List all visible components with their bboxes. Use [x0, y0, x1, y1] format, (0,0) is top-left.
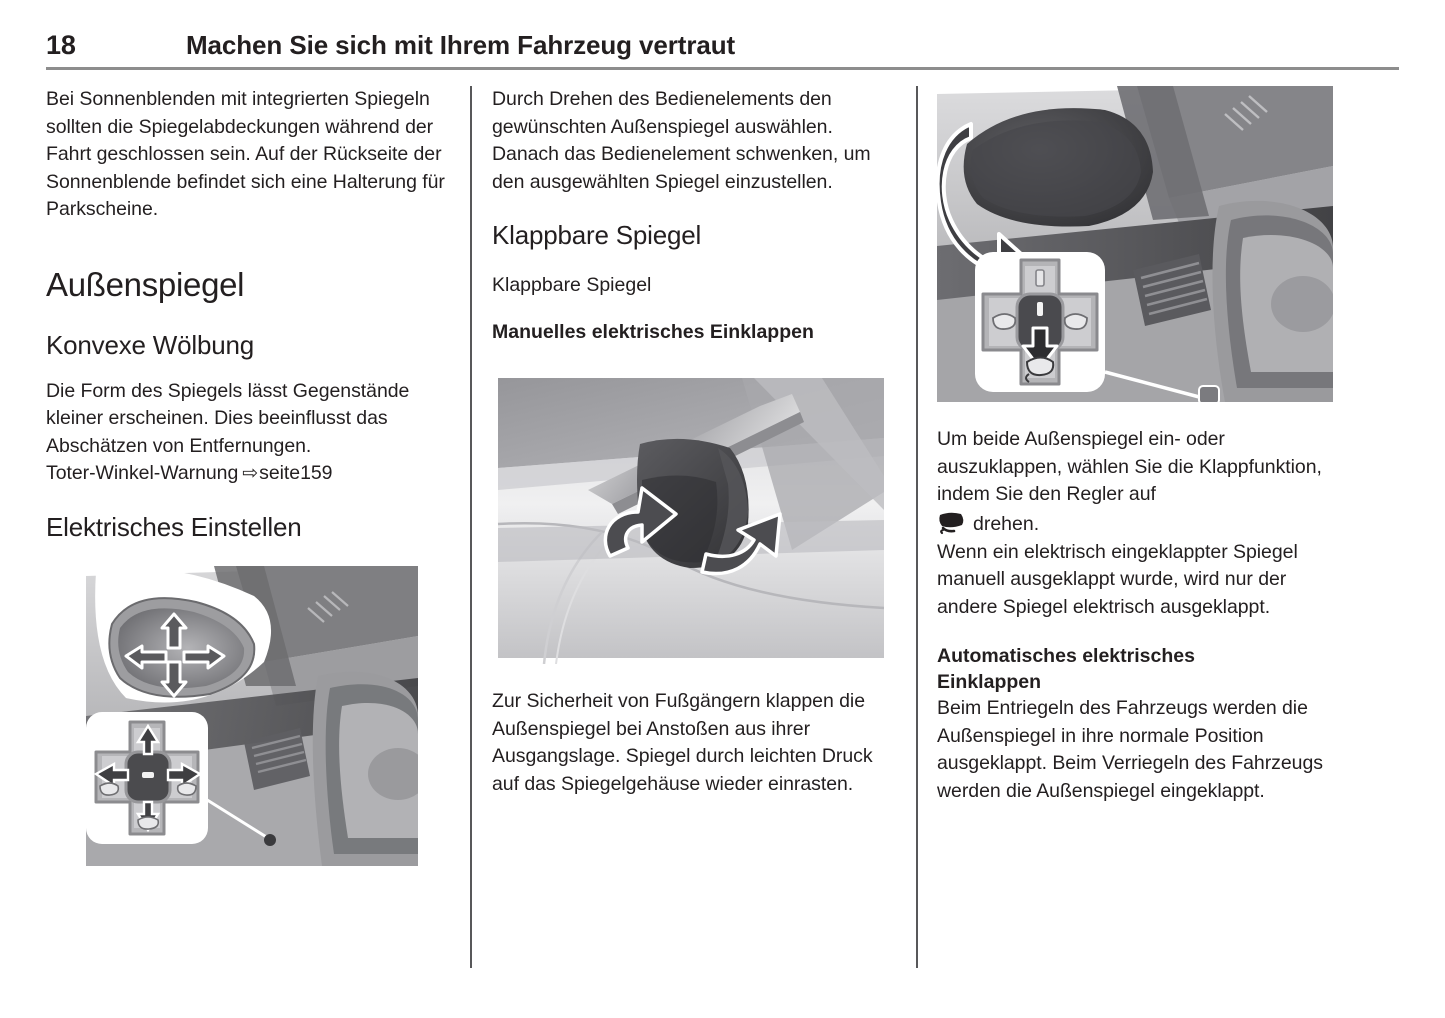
column-1	[46, 86, 452, 866]
column-divider-2	[916, 86, 918, 968]
header-divider	[46, 67, 1399, 70]
page-header	[46, 28, 1399, 70]
sunvisor-paragraph: Bei Sonnenblenden mit integrierten Spiegeln sollten die Spiegelabdeckungen während der Fahrt geschlossen sein. Auf der Rückseite der Sonnenblende befindet sich eine Halterung für Parkscheine.	[46, 88, 445, 220]
spacer	[46, 362, 452, 378]
page-number: 18	[46, 30, 76, 60]
spacer	[492, 664, 896, 688]
auto-heading-line-1: Automatisches elektrisches	[937, 645, 1195, 667]
spacer	[937, 402, 1343, 426]
figure-manual-fold	[492, 372, 890, 664]
section-heading-aussenspiegel: Außenspiegel	[46, 265, 245, 303]
cross-reference-arrow-icon: ⇨	[242, 463, 259, 484]
select-mirror-paragraph: Durch Drehen des Bedienelements den gewünschten Außenspiegel auswählen. Danach das Bedienelement schwenken, um den ausgewählten Spiegel einzustellen.	[492, 88, 871, 193]
column-divider-1	[470, 86, 472, 968]
page-title: Machen Sie sich mit Ihrem Fahrzeug vertraut	[186, 30, 736, 60]
section-heading-klappbare-spiegel: Klappbare Spiegel	[492, 220, 702, 250]
sub-heading-manuelles-einklappen: Manuelles elektrisches Einklappen	[492, 321, 814, 343]
fold-instruction-paragraph-part3: Wenn ein elektrisch eingeklappter Spiegel manuell ausgeklappt wurde, wird nur der andere Spiegel elektrisch ausgeklappt.	[937, 540, 1298, 618]
fold-instruction-paragraph-part1: Um beide Außenspiegel ein- oder auszuklappen, wählen Sie die Klappfunktion, indem Sie den Regler auf	[937, 428, 1322, 505]
figure-electric-fold	[937, 86, 1333, 402]
cross-reference-line	[46, 460, 452, 488]
fold-instruction-paragraph-part2: drehen.	[973, 512, 1040, 535]
mirror-adjust-illustration	[86, 566, 418, 866]
manual-fold-illustration	[492, 372, 890, 664]
sub-heading-automatisches-einklappen	[937, 643, 1343, 695]
column-2	[492, 86, 896, 798]
auto-heading-line-2: Einklappen	[937, 671, 1042, 693]
cross-reference-target[interactable]: seite159	[259, 462, 333, 484]
figure-mirror-adjust	[86, 566, 418, 866]
column-3	[937, 86, 1343, 805]
fold-icon-row	[937, 509, 1343, 539]
electric-fold-illustration	[937, 86, 1333, 402]
sub-heading-konvexe-woelbung: Konvexe Wölbung	[46, 329, 255, 360]
mirror-fold-icon	[937, 511, 967, 535]
pedestrian-safety-paragraph: Zur Sicherheit von Fußgängern klappen die Außenspiegel bei Anstoßen aus ihrer Ausgangslage. Spiegel durch leichten Druck auf das Spiegelgehäuse wieder einrasten.	[492, 690, 873, 795]
cross-reference-label: Toter-Winkel-Warnung	[46, 462, 239, 484]
convex-paragraph: Die Form des Spiegels lässt Gegenstände kleiner erscheinen. Dies beeinflusst das Abschätzen von Entfernungen.	[46, 379, 410, 457]
sub-heading-elektrisches-einstellen: Elektrisches Einstellen	[46, 511, 302, 542]
auto-fold-paragraph: Beim Entriegeln des Fahrzeugs werden die Außenspiegel in ihre normale Position ausgeklappt. Beim Verriegeln des Fahrzeugs werden die Außenspiegel eingeklappt.	[937, 697, 1323, 802]
sub-heading-klappbare-spiegel: Klappbare Spiegel	[492, 274, 652, 296]
